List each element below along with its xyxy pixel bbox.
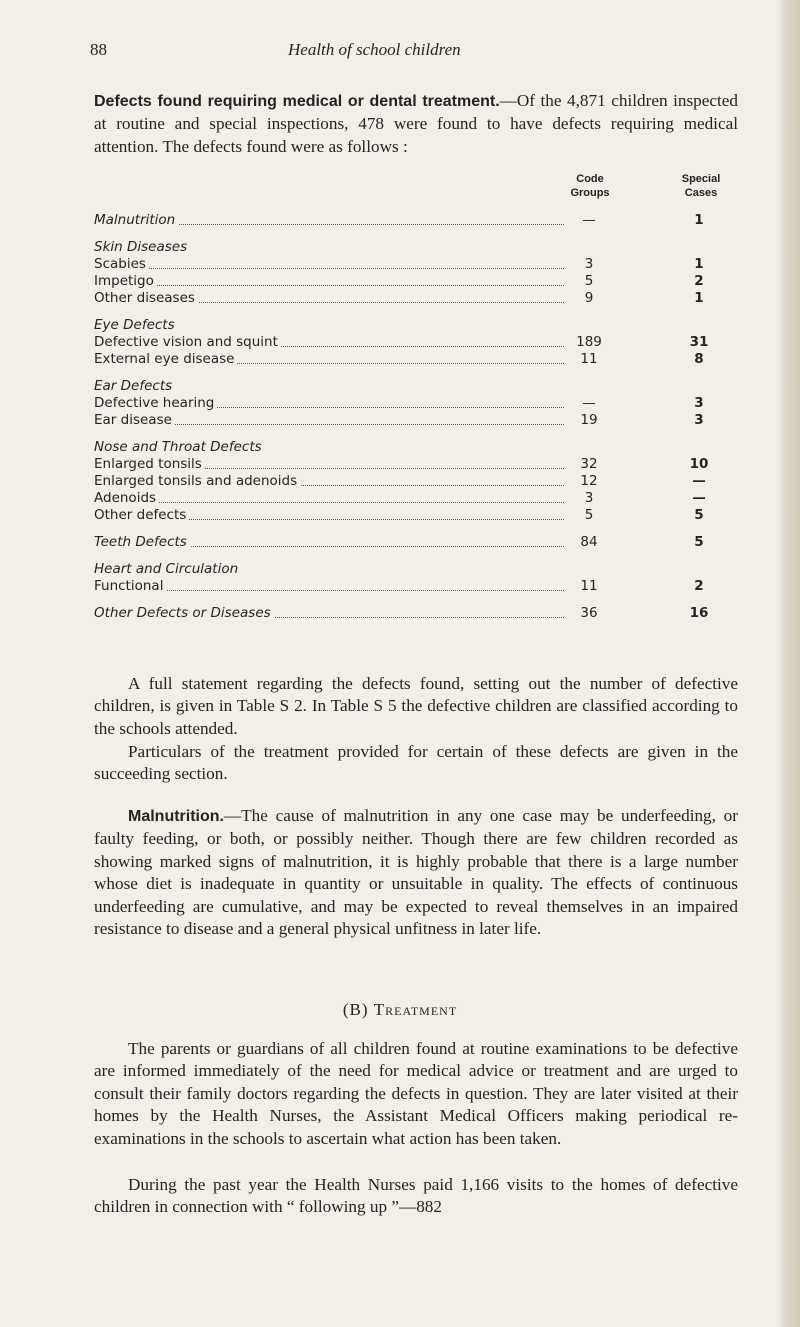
treatment-paragraph-1: The parents or guardians of all children found at routine examinations to be defective are informed immediately of the need for medical advice or treatment and are urged to consult their family doctors regarding the defects in question. They are later visited at their homes by the Health Nurses, the Assistant Medical Officers making periodical re-examinations in the schools to ascertain what action has been taken. <box>94 1039 738 1148</box>
table-row: Enlarged tonsils and adenoids 12 — <box>94 473 706 489</box>
group-malnutrition <box>94 212 738 229</box>
group-skin <box>94 239 738 307</box>
table-row: Other diseases 9 1 <box>94 290 704 306</box>
table-row: Other Defects or Diseases 36 16 <box>94 605 709 621</box>
intro-paragraph <box>94 90 738 158</box>
running-title: Health of school children <box>288 40 461 59</box>
table-row: Scabies 3 1 <box>94 256 704 272</box>
table-row: Defective hearing — 3 <box>94 395 704 411</box>
treatment-paragraph-2: During the past year the Health Nurses paid 1,166 visits to the homes of defective children in connection with “ following up ”—882 <box>94 1175 738 1217</box>
table-row: Other defects 5 5 <box>94 507 704 523</box>
table-row: Impetigo 5 2 <box>94 273 704 289</box>
table-row: Adenoids 3 — <box>94 490 706 506</box>
malnutrition-heading: Malnutrition. <box>128 808 224 825</box>
intro-heading: Defects found requiring medical or dental treatment. <box>94 93 500 110</box>
page-number: 88 <box>90 40 107 59</box>
table-row: External eye disease 11 8 <box>94 351 704 367</box>
treatment-section-title <box>0 1000 800 1020</box>
group-eye <box>94 317 738 368</box>
page-header <box>90 40 740 64</box>
intro-text: —Of the 4,871 children inspected at routine and special inspections, 478 were found to have defects requiring medical attention. The defects found were as follows : <box>94 91 738 156</box>
col-header-code-groups: Code Groups <box>570 173 610 199</box>
col-header-special-cases: Special Cases <box>681 173 721 199</box>
malnutrition-paragraph <box>94 805 738 940</box>
table-row: Teeth Defects 84 5 <box>94 534 704 550</box>
malnutrition-text: —The cause of malnutrition in any one case may be underfeeding, or faulty feeding, or both, or possibly neither. Though there are few children recorded as showing marked signs of malnutrition, it is highly probable that there is a large number whose diet is inadequate in quantity or unsuitable in quality. The effects of continuous underfeeding are cumulative, and may be expected to reveal themselves in an impaired resistance to disease and a general physical unfitness in later life. <box>94 806 738 939</box>
page-edge-shadow <box>778 0 800 1327</box>
group-heading: Heart and Circulation <box>94 561 239 577</box>
group-other <box>94 605 738 622</box>
group-heading: Skin Diseases <box>94 239 188 255</box>
table-row: Ear disease 19 3 <box>94 412 704 428</box>
group-ear <box>94 378 738 429</box>
table-row: Functional 11 2 <box>94 578 704 594</box>
group-heading: Eye Defects <box>94 317 175 333</box>
group-heart <box>94 561 738 595</box>
statement-paragraph: A full statement regarding the defects found, setting out the number of defective children, is given in Table S 2. In Table S 5 the defective children are classified according to the schools attended. <box>94 674 738 738</box>
particulars-paragraph: Particulars of the treatment provided for certain of these defects are given in the succeeding section. <box>94 742 738 784</box>
table-row: Defective vision and squint 189 31 <box>94 334 709 350</box>
defects-table <box>94 212 738 632</box>
group-heading: Ear Defects <box>94 378 173 394</box>
treatment-title: Treatment <box>373 1000 458 1019</box>
group-teeth <box>94 534 738 551</box>
group-heading: Nose and Throat Defects <box>94 439 262 455</box>
table-row: Enlarged tonsils 32 10 <box>94 456 709 472</box>
group-nose-throat <box>94 439 738 524</box>
treatment-prefix: (B) <box>342 1000 369 1019</box>
table-row: Malnutrition — 1 <box>94 212 704 228</box>
